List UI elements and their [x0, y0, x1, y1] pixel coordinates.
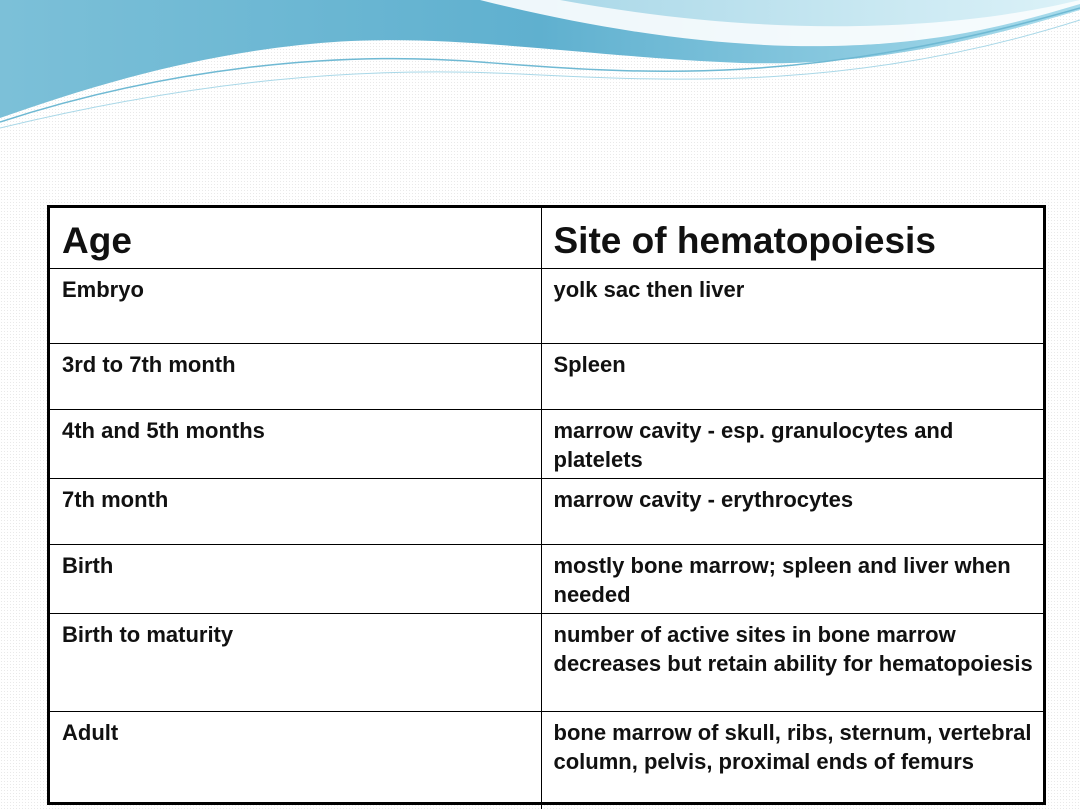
table-row [50, 614, 1043, 712]
age-cell: 4th and 5th months [50, 410, 541, 479]
age-cell: Birth [50, 545, 541, 614]
site-cell: mostly bone marrow; spleen and liver when needed [541, 545, 1043, 614]
table-row [50, 545, 1043, 614]
site-cell: marrow cavity - erythrocytes [541, 479, 1043, 545]
table-header-row [50, 208, 1043, 269]
table-row [50, 269, 1043, 344]
age-cell: Adult [50, 712, 541, 810]
decorative-wave-banner [0, 0, 1080, 130]
header-site: Site of hematopoiesis [541, 208, 1043, 269]
site-cell: number of active sites in bone marrow decreases but retain ability for hematopoiesis [541, 614, 1043, 712]
age-cell: Birth to maturity [50, 614, 541, 712]
site-cell: yolk sac then liver [541, 269, 1043, 344]
table-row [50, 410, 1043, 479]
age-cell: Embryo [50, 269, 541, 344]
site-cell: bone marrow of skull, ribs, sternum, vertebral column, pelvis, proximal ends of femurs [541, 712, 1043, 810]
site-cell: marrow cavity - esp. granulocytes and platelets [541, 410, 1043, 479]
table-row [50, 479, 1043, 545]
hematopoiesis-table [47, 205, 1046, 805]
table-row [50, 712, 1043, 810]
site-cell: Spleen [541, 344, 1043, 410]
table-row [50, 344, 1043, 410]
age-cell: 7th month [50, 479, 541, 545]
age-cell: 3rd to 7th month [50, 344, 541, 410]
header-age: Age [50, 208, 541, 269]
